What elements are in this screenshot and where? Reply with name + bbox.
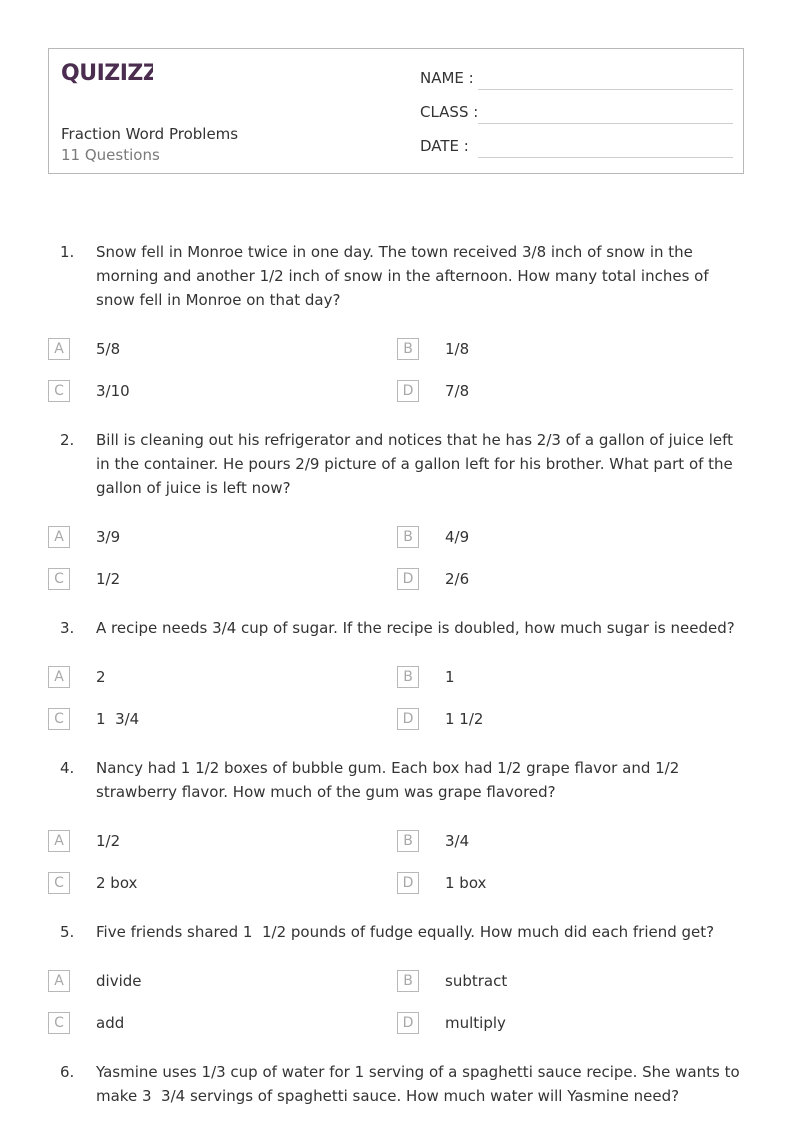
option-text: 1 1/2 (445, 710, 484, 728)
option-letter: C (48, 380, 70, 402)
option-letter: A (48, 338, 70, 360)
option-letter: B (397, 830, 419, 852)
class-field[interactable] (478, 123, 733, 124)
option-letter: D (397, 380, 419, 402)
option-text: 1 3/4 (96, 710, 140, 728)
question-text: A recipe needs 3/4 cup of sugar. If the recipe is doubled, how much sugar is needed? (96, 619, 735, 637)
option-letter: C (48, 568, 70, 590)
question-number: 2. (60, 431, 75, 449)
question-number: 1. (60, 243, 75, 261)
option-text: 1 box (445, 874, 487, 892)
option-text: multiply (445, 1014, 506, 1032)
question-text: Five friends shared 1 1/2 pounds of fudge equally. How much did each friend get? (96, 923, 715, 941)
question-text: Snow fell in Monroe twice in one day. The town received 3/8 inch of snow in the morning and another 1/2 inch of snow in the afternoon. How many total inches of snow fell in Monroe on that day? (96, 243, 709, 309)
option-text: 3/9 (96, 528, 121, 546)
option-letter: D (397, 568, 419, 590)
option-letter: B (397, 970, 419, 992)
date-label: DATE : (420, 137, 469, 155)
option-text: 4/9 (445, 528, 470, 546)
question-count: 11 Questions (61, 146, 160, 164)
option-letter: B (397, 526, 419, 548)
name-label: NAME : (420, 69, 474, 87)
quizizz-logo-icon (61, 59, 153, 85)
option-letter: C (48, 1012, 70, 1034)
question-number: 6. (60, 1063, 75, 1081)
option-text: 2 box (96, 874, 138, 892)
option-letter: D (397, 708, 419, 730)
option-text: 3/10 (96, 382, 130, 400)
option-text: divide (96, 972, 142, 990)
option-text: 3/4 (445, 832, 470, 850)
option-letter: A (48, 970, 70, 992)
option-text: 7/8 (445, 382, 470, 400)
worksheet-header (48, 48, 744, 174)
option-text: subtract (445, 972, 508, 990)
option-text: 1/8 (445, 340, 470, 358)
option-text: 1/2 (96, 832, 121, 850)
option-letter: B (397, 338, 419, 360)
date-field[interactable] (478, 157, 733, 158)
question-text: Bill is cleaning out his refrigerator and notices that he has 2/3 of a gallon of juice left in the container. He pours 2/9 picture of a gallon left for his brother. What part of the gallon of juice is left now? (96, 431, 733, 497)
question-number: 3. (60, 619, 75, 637)
question-number: 5. (60, 923, 75, 941)
option-text: 1/2 (96, 570, 121, 588)
option-letter: D (397, 1012, 419, 1034)
option-text: add (96, 1014, 125, 1032)
option-text: 5/8 (96, 340, 121, 358)
svg-text:QUIZIZZ: QUIZIZZ (61, 61, 153, 85)
question-text: Yasmine uses 1/3 cup of water for 1 serving of a spaghetti sauce recipe. She wants to make 3 3/4 servings of spaghetti sauce. How much water will Yasmine need? (96, 1063, 745, 1105)
option-letter: A (48, 666, 70, 688)
question-number: 4. (60, 759, 75, 777)
question-text: Nancy had 1 1/2 boxes of bubble gum. Each box had 1/2 grape flavor and 1/2 strawberry flavor. How much of the gum was grape flavored? (96, 759, 680, 801)
name-field[interactable] (478, 89, 733, 90)
option-letter: C (48, 708, 70, 730)
option-text: 2 (96, 668, 106, 686)
class-label: CLASS : (420, 103, 479, 121)
worksheet-title: Fraction Word Problems (61, 125, 239, 143)
option-letter: C (48, 872, 70, 894)
option-text: 1 (445, 668, 455, 686)
option-letter: B (397, 666, 419, 688)
option-letter: D (397, 872, 419, 894)
quizizz-logo (61, 59, 153, 89)
option-letter: A (48, 830, 70, 852)
option-text: 2/6 (445, 570, 470, 588)
option-letter: A (48, 526, 70, 548)
